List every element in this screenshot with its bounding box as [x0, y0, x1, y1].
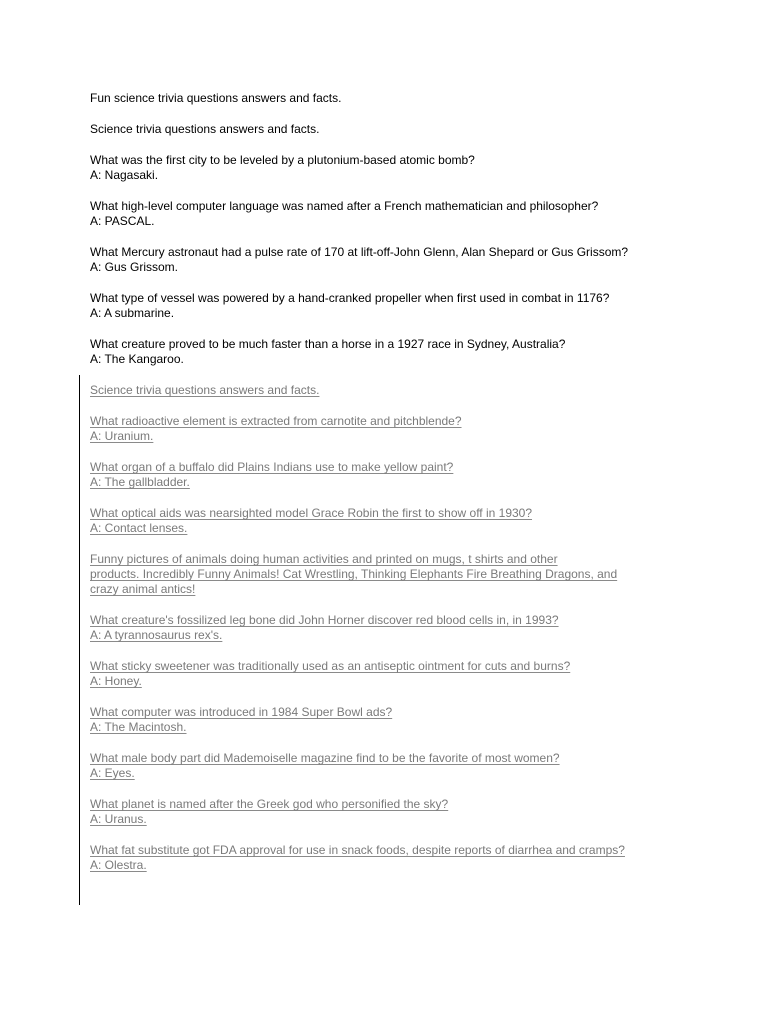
answer-line: A: The gallbladder. [90, 475, 190, 489]
text-line: Science trivia questions answers and facts. [90, 122, 320, 136]
text-line: What Mercury astronaut had a pulse rate of 170 at lift-off-John Glenn, Alan Shepard or Gus Grissom? [90, 245, 629, 259]
tracked-paragraph [90, 460, 670, 490]
answer-line: A: Honey. [90, 674, 142, 688]
trivia-paragraph [90, 122, 670, 137]
tracked-paragraph [90, 552, 670, 597]
tracked-paragraph [90, 383, 670, 398]
text-line: What optical aids was nearsighted model Grace Robin the first to show off in 1930? [90, 506, 533, 520]
intro-section [90, 91, 670, 367]
answer-line: A: Uranus. [90, 812, 147, 826]
tracked-changes-section [90, 383, 670, 873]
trivia-paragraph [90, 91, 670, 106]
text-line: Funny pictures of animals doing human activities and printed on mugs, t shirts and other [90, 552, 558, 566]
text-line: What creature's fossilized leg bone did John Horner discover red blood cells in, in 1993? [90, 613, 559, 627]
text-line: What male body part did Mademoiselle magazine find to be the favorite of most women? [90, 751, 560, 765]
tracked-paragraph [90, 613, 670, 643]
trivia-paragraph [90, 199, 670, 229]
text-line: What was the first city to be leveled by a plutonium-based atomic bomb? [90, 153, 475, 167]
answer-line: A: PASCAL. [90, 214, 155, 228]
text-line: What creature proved to be much faster than a horse in a 1927 race in Sydney, Australia? [90, 337, 566, 351]
answer-line: A: A submarine. [90, 306, 175, 320]
text-line: products. Incredibly Funny Animals! Cat Wrestling, Thinking Elephants Fire Breathing Dragons, and [90, 567, 618, 581]
document-page [90, 91, 670, 889]
answer-line: A: Uranium. [90, 429, 154, 443]
text-line: What sticky sweetener was traditionally used as an antiseptic ointment for cuts and burns? [90, 659, 571, 673]
answer-line: A: A tyrannosaurus rex's. [90, 628, 223, 642]
text-line: What high-level computer language was named after a French mathematician and philosopher? [90, 199, 599, 213]
answer-line: A: The Kangaroo. [90, 352, 184, 366]
trivia-paragraph [90, 153, 670, 183]
text-line: Fun science trivia questions answers and facts. [90, 91, 342, 105]
answer-line: A: Olestra. [90, 858, 147, 872]
change-bar [79, 375, 80, 905]
answer-line: A: Eyes. [90, 766, 135, 780]
tracked-paragraph [90, 414, 670, 444]
text-line: What organ of a buffalo did Plains Indians use to make yellow paint? [90, 460, 454, 474]
tracked-paragraph [90, 705, 670, 735]
text-line: Science trivia questions answers and facts. [90, 383, 320, 397]
trivia-paragraph [90, 337, 670, 367]
answer-line: A: Contact lenses. [90, 521, 188, 535]
text-line: What computer was introduced in 1984 Super Bowl ads? [90, 705, 393, 719]
tracked-paragraph [90, 659, 670, 689]
trivia-paragraph [90, 291, 670, 321]
answer-line: A: The Macintosh. [90, 720, 187, 734]
text-line: What planet is named after the Greek god who personified the sky? [90, 797, 449, 811]
tracked-paragraph [90, 843, 670, 873]
text-line: What radioactive element is extracted from carnotite and pitchblende? [90, 414, 462, 428]
tracked-list [90, 383, 670, 873]
trivia-paragraph [90, 245, 670, 275]
text-line: crazy animal antics! [90, 582, 196, 596]
answer-line: A: Nagasaki. [90, 168, 159, 182]
text-line: What type of vessel was powered by a hand-cranked propeller when first used in combat in 1176? [90, 291, 610, 305]
tracked-paragraph [90, 506, 670, 536]
text-line: What fat substitute got FDA approval for use in snack foods, despite reports of diarrhea and cramps? [90, 843, 625, 857]
answer-line: A: Gus Grissom. [90, 260, 179, 274]
tracked-paragraph [90, 797, 670, 827]
tracked-paragraph [90, 751, 670, 781]
